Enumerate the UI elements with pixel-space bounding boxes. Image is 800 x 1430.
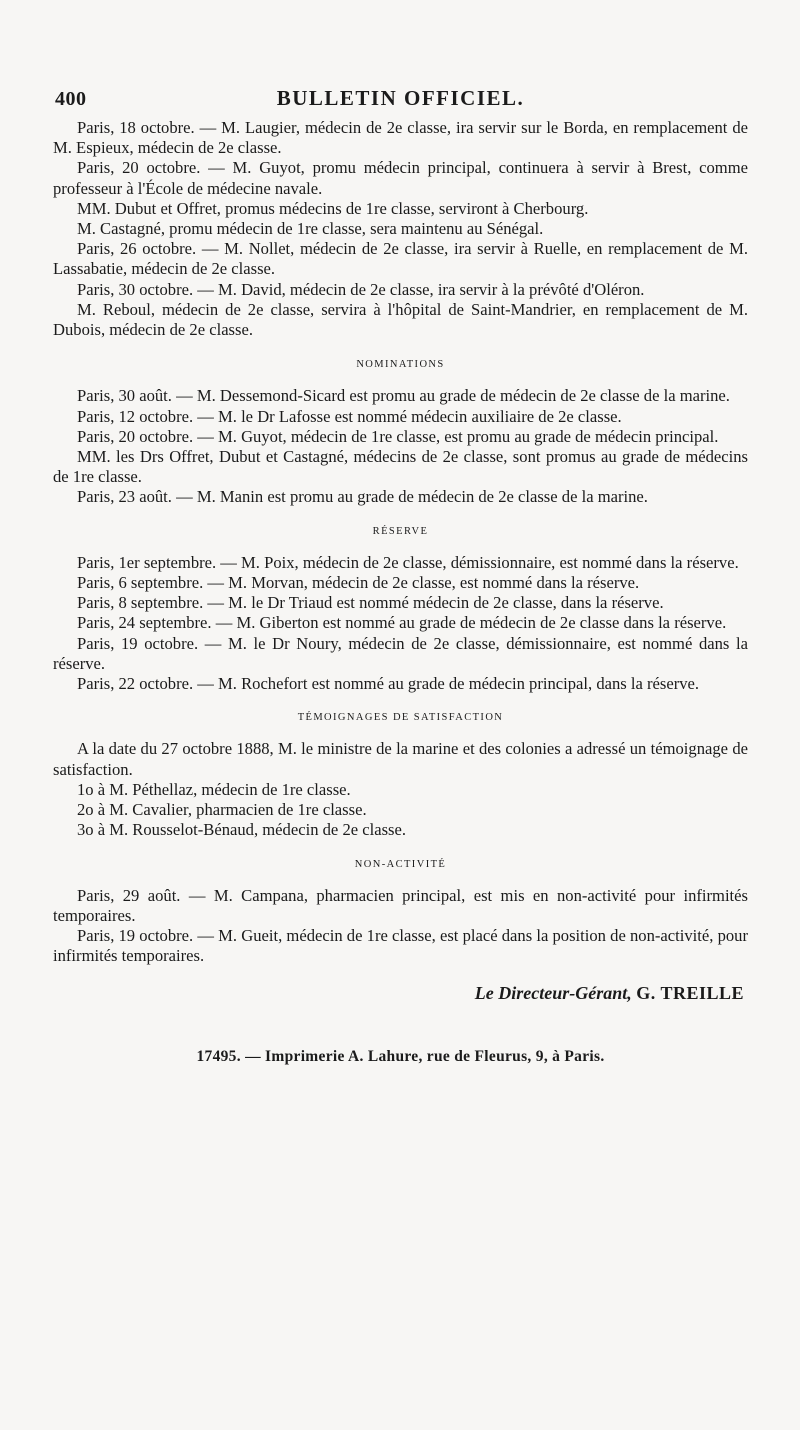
paragraph: Paris, 18 octobre. — M. Laugier, médecin de 2e classe, ira servir sur le Borda, en remplacement de M. Espieux, médecin de 2e classe. — [53, 118, 748, 158]
temoignages-section — [53, 739, 748, 840]
signature-name: G. TREILLE — [636, 982, 744, 1003]
paragraph: M. Reboul, médecin de 2e classe, servira à l'hôpital de Saint-Mandrier, en remplacement de M. Dubois, médecin de 2e classe. — [53, 299, 748, 340]
non-activite-section — [53, 886, 748, 967]
paragraph: Paris, 22 octobre. — M. Rochefort est nommé au grade de médecin principal, dans la réserve. — [77, 674, 700, 694]
paragraph: Paris, 20 octobre. — M. Guyot, promu médecin principal, continuera à servir à Brest, comme professeur à l'École de médecine navale. — [53, 158, 748, 198]
paragraph: Paris, 12 octobre. — M. le Dr Lafosse est nommé médecin auxiliaire de 2e classe. — [77, 406, 622, 426]
section-heading-temoignages: TÉMOIGNAGES DE SATISFACTION — [297, 712, 504, 724]
signature — [53, 983, 748, 1003]
mutations-section — [53, 118, 748, 340]
paragraph: Paris, 29 août. — M. Campana, pharmacien principal, est mis en non-activité pour infirmités temporaires. — [53, 885, 748, 925]
paragraph: Paris, 20 octobre. — M. Guyot, médecin de 1re classe, est promu au grade de médecin principal. — [77, 426, 719, 446]
printer-imprint: 17495. — Imprimerie A. Lahure, rue de Fleurus, 9, à Paris. — [196, 1047, 605, 1065]
paragraph: A la date du 27 octobre 1888, M. le ministre de la marine et des colonies a adressé un témoignage de satisfaction. — [53, 739, 748, 779]
section-heading-reserve: RÉSERVE — [372, 525, 429, 537]
page-number: 400 — [55, 88, 87, 110]
paragraph: 2o à M. Cavalier, pharmacien de 1re classe. — [77, 800, 367, 820]
nominations-section — [53, 386, 748, 507]
page-body — [53, 118, 748, 1067]
section-heading-non-activite: NON-ACTIVITÉ — [354, 858, 447, 870]
paragraph: Paris, 30 août. — M. Dessemond-Sicard est promu au grade de médecin de 2e classe de la marine. — [77, 386, 730, 406]
paragraph: Paris, 26 octobre. — M. Nollet, médecin de 2e classe, ira servir à Ruelle, en remplacement de M. Lassabatie, médecin de 2e classe. — [53, 239, 748, 279]
paragraph: 3o à M. Rousselot-Bénaud, médecin de 2e classe. — [77, 820, 407, 840]
running-title: BULLETIN OFFICIEL. — [276, 86, 525, 110]
paragraph: M. Castagné, promu médecin de 1re classe, sera maintenu au Sénégal. — [77, 219, 544, 239]
paragraph: MM. Dubut et Offret, promus médecins de 1re classe, serviront à Cherbourg. — [77, 198, 589, 218]
paragraph: Paris, 1er septembre. — M. Poix, médecin de 2e classe, démissionnaire, est nommé dans la réserve. — [77, 552, 739, 572]
paragraph: Paris, 23 août. — M. Manin est promu au grade de médecin de 2e classe de la marine. — [77, 487, 648, 507]
paragraph: Paris, 24 septembre. — M. Giberton est nommé au grade de médecin de 2e classe dans la réserve. — [77, 613, 727, 633]
paragraph: Paris, 6 septembre. — M. Morvan, médecin de 2e classe, est nommé dans la réserve. — [77, 573, 640, 593]
paragraph: Paris, 19 octobre. — M. Gueit, médecin de 1re classe, est placé dans la position de non-activité, pour infirmités temporaires. — [53, 926, 748, 966]
paragraph: Paris, 30 octobre. — M. David, médecin de 2e classe, ira servir à la prévôté d'Oléron. — [77, 279, 645, 299]
paragraph: MM. les Drs Offret, Dubut et Castagné, médecins de 2e classe, sont promus au grade de médecins de 1re classe. — [53, 447, 748, 487]
page-header — [53, 78, 748, 118]
signature-role: Le Directeur-Gérant, — [474, 982, 632, 1003]
paragraph: 1o à M. Péthellaz, médecin de 1re classe. — [77, 779, 351, 799]
paragraph: Paris, 8 septembre. — M. le Dr Triaud est nommé médecin de 2e classe, dans la réserve. — [77, 593, 664, 613]
reserve-section — [53, 553, 748, 694]
section-heading-nominations: NOMINATIONS — [356, 359, 445, 371]
paragraph: Paris, 19 octobre. — M. le Dr Noury, médecin de 2e classe, démissionnaire, est nommé dans la réserve. — [53, 633, 748, 673]
